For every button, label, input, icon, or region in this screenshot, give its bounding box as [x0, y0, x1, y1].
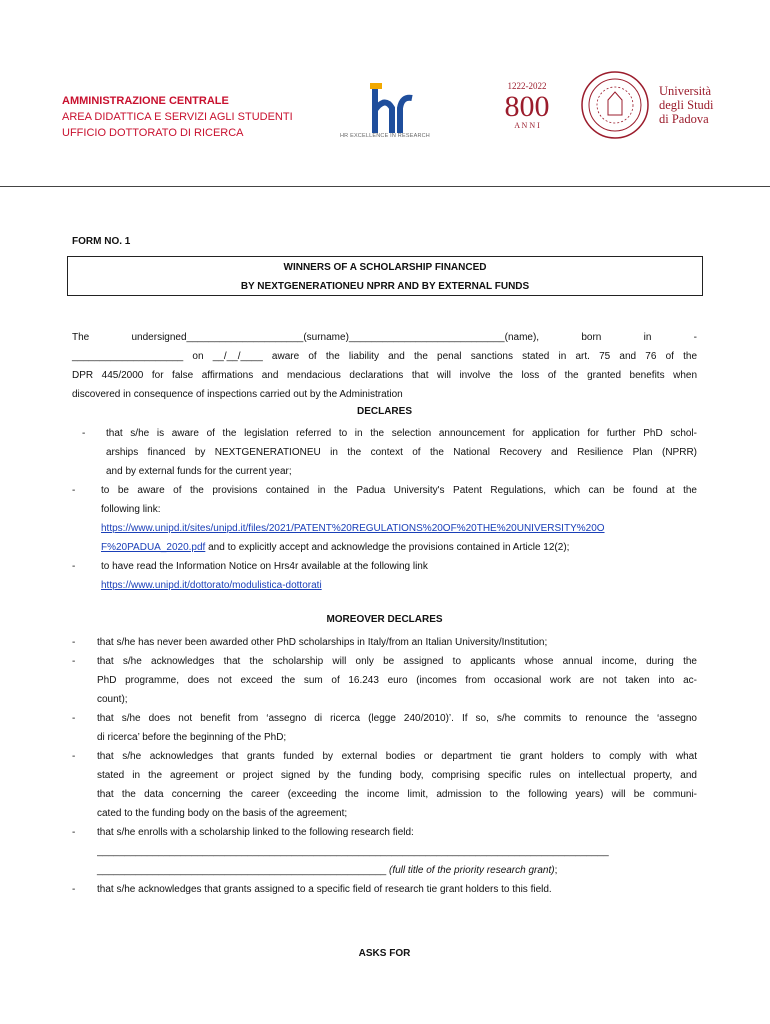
form-title-line-1: WINNERS OF A SCHOLARSHIP FINANCED	[283, 262, 487, 273]
declare-item-2-line-2: following link:	[101, 504, 161, 515]
moreover-item-2	[97, 652, 697, 709]
moreover-item-6	[97, 880, 697, 899]
moreover-declares-heading: MOREOVER DECLARES	[326, 614, 443, 625]
university-name	[659, 84, 714, 126]
moreover-item-4-line-1: that s/he acknowledges that grants funded by external bodies or department tie grant holders to comply with what	[97, 751, 697, 762]
declare-item-2-line-1: to be aware of the provisions contained in the Padua University's Patent Regulations, which can be found at the	[101, 485, 697, 496]
declare-item-2-after-link: and to explicitly accept and acknowledge the provisions contained in Article 12(2);	[205, 542, 570, 553]
bullet-dash: -	[72, 827, 76, 838]
moreover-item-6-line-1: that s/he acknowledges that grants assigned to a specific field of research tie grant holders to this field.	[97, 884, 552, 895]
anniversary-word: A N N I	[514, 121, 540, 130]
bullet-dash: -	[72, 884, 76, 895]
research-field-end: ;	[554, 865, 558, 876]
declares-heading: DECLARES	[356, 406, 412, 417]
hrs4r-notice-link[interactable]: https://www.unipd.it/dottorato/modulistica-dottorati	[101, 580, 322, 591]
bullet-dash: -	[72, 713, 76, 724]
declare-item-2	[101, 481, 697, 557]
moreover-item-1-line-1: that s/he has never been awarded other PhD scholarships in Italy/from an Italian University/Institution;	[97, 637, 548, 648]
declare-item-1	[106, 424, 697, 481]
university-line-1: Università	[659, 84, 712, 98]
office-line-2: AREA DIDATTICA E SERVIZI AGLI STUDENTI	[62, 111, 293, 123]
moreover-item-4-line-4: cated to the funding body on the basis of the agreement;	[97, 808, 348, 819]
bullet-dash: -	[72, 656, 76, 667]
moreover-item-5-line-1: that s/he enrolls with a scholarship linked to the following research field:	[97, 827, 414, 838]
bullet-dash: -	[72, 561, 76, 572]
declare-item-1-line-1: that s/he is aware of the legislation referred to in the selection announcement for application for further PhD schol-	[106, 428, 697, 439]
bullet-dash: -	[72, 485, 76, 496]
header-divider	[0, 186, 770, 187]
intro-line-1: The undersigned_____________________(surname)____________________________(name), born in -	[72, 332, 697, 343]
office-line-1: AMMINISTRAZIONE CENTRALE	[62, 95, 229, 107]
form-title-line-2: BY NEXTGENERATIONEU NPRR AND BY EXTERNAL FUNDS	[240, 281, 530, 292]
declare-item-3-line-1: to have read the Information Notice on Hrs4r available at the following link	[101, 561, 428, 572]
intro-line-3: DPR 445/2000 for false affirmations and mendacious declarations that will involve the loss of the granted benefits when	[72, 370, 697, 381]
patent-regulations-link-cont[interactable]: F%20PADUA_2020.pdf	[101, 542, 206, 553]
bullet-dash: -	[72, 751, 76, 762]
moreover-item-3-line-1: that s/he does not benefit from ‘assegno di ricerca (legge 240/2010)’. If so, s/he commits to renounce the ‘assegno	[97, 713, 697, 724]
patent-regulations-link[interactable]: https://www.unipd.it/sites/unipd.it/files/2021/PATENT%20REGULATIONS%20OF%20THE%20UNIVERSITY%20O	[101, 523, 605, 534]
bullet-dash: -	[72, 637, 76, 648]
research-field-note: (full title of the priority research grant)	[388, 865, 555, 876]
moreover-item-4-line-2: stated in the agreement or project signed by the funding body, comprising specific rules on intellectual property, and	[97, 770, 697, 781]
university-line-3: di Padova	[659, 112, 709, 126]
moreover-item-2-line-1: that s/he acknowledges that the scholarship will only be assigned to applicants whose annual income, during the	[97, 656, 697, 667]
moreover-item-4	[97, 747, 697, 823]
declare-item-1-line-2: arships financed by NEXTGENERATIONEU in the context of the National Recovery and Resilience Plan (NPRR)	[106, 447, 697, 458]
hr-tagline: HR EXCELLENCE IN RESEARCH	[340, 133, 430, 139]
anniversary-number: 800	[504, 90, 550, 123]
moreover-item-3-line-2: di ricerca’ before the beginning of the PhD;	[97, 732, 287, 743]
university-seal-icon	[580, 70, 650, 140]
form-title-box	[67, 256, 703, 296]
moreover-item-1	[97, 633, 697, 652]
university-line-2: degli Studi	[659, 98, 714, 112]
moreover-item-2-line-2: PhD programme, does not exceed the sum of 16.243 euro (incomes from occasional work are not taken into ac-	[97, 675, 697, 686]
moreover-item-4-line-3: that the data concerning the career (exceeding the income limit, admission to the following years) will be communi-	[97, 789, 697, 800]
intro-paragraph	[72, 328, 697, 404]
form-number: FORM NO. 1	[72, 236, 131, 247]
intro-line-4: discovered in consequence of inspections carried out by the Administration	[72, 389, 403, 400]
research-field-input-line-2[interactable]: ____________________________________________________	[97, 865, 389, 876]
declare-item-3	[101, 557, 697, 595]
moreover-item-3	[97, 709, 697, 747]
moreover-item-2-line-3: count);	[97, 694, 128, 705]
office-header	[62, 93, 293, 141]
intro-line-2: ____________________ on __/__/____ aware of the liability and the penal sanctions stated in art. 75 and 76 of the	[72, 351, 697, 362]
moreover-item-5	[97, 823, 697, 880]
declare-item-1-line-3: and by external funds for the current year;	[106, 466, 292, 477]
office-line-3: UFFICIO DOTTORATO DI RICERCA	[62, 127, 244, 139]
bullet-dash: -	[82, 428, 86, 439]
800-anni-logo	[483, 78, 571, 130]
research-field-input-line-1[interactable]: ____________________________________________________________________________________________	[97, 846, 609, 857]
anniversary-years: 1222-2022	[507, 81, 547, 91]
asks-for-heading: ASKS FOR	[358, 948, 411, 959]
